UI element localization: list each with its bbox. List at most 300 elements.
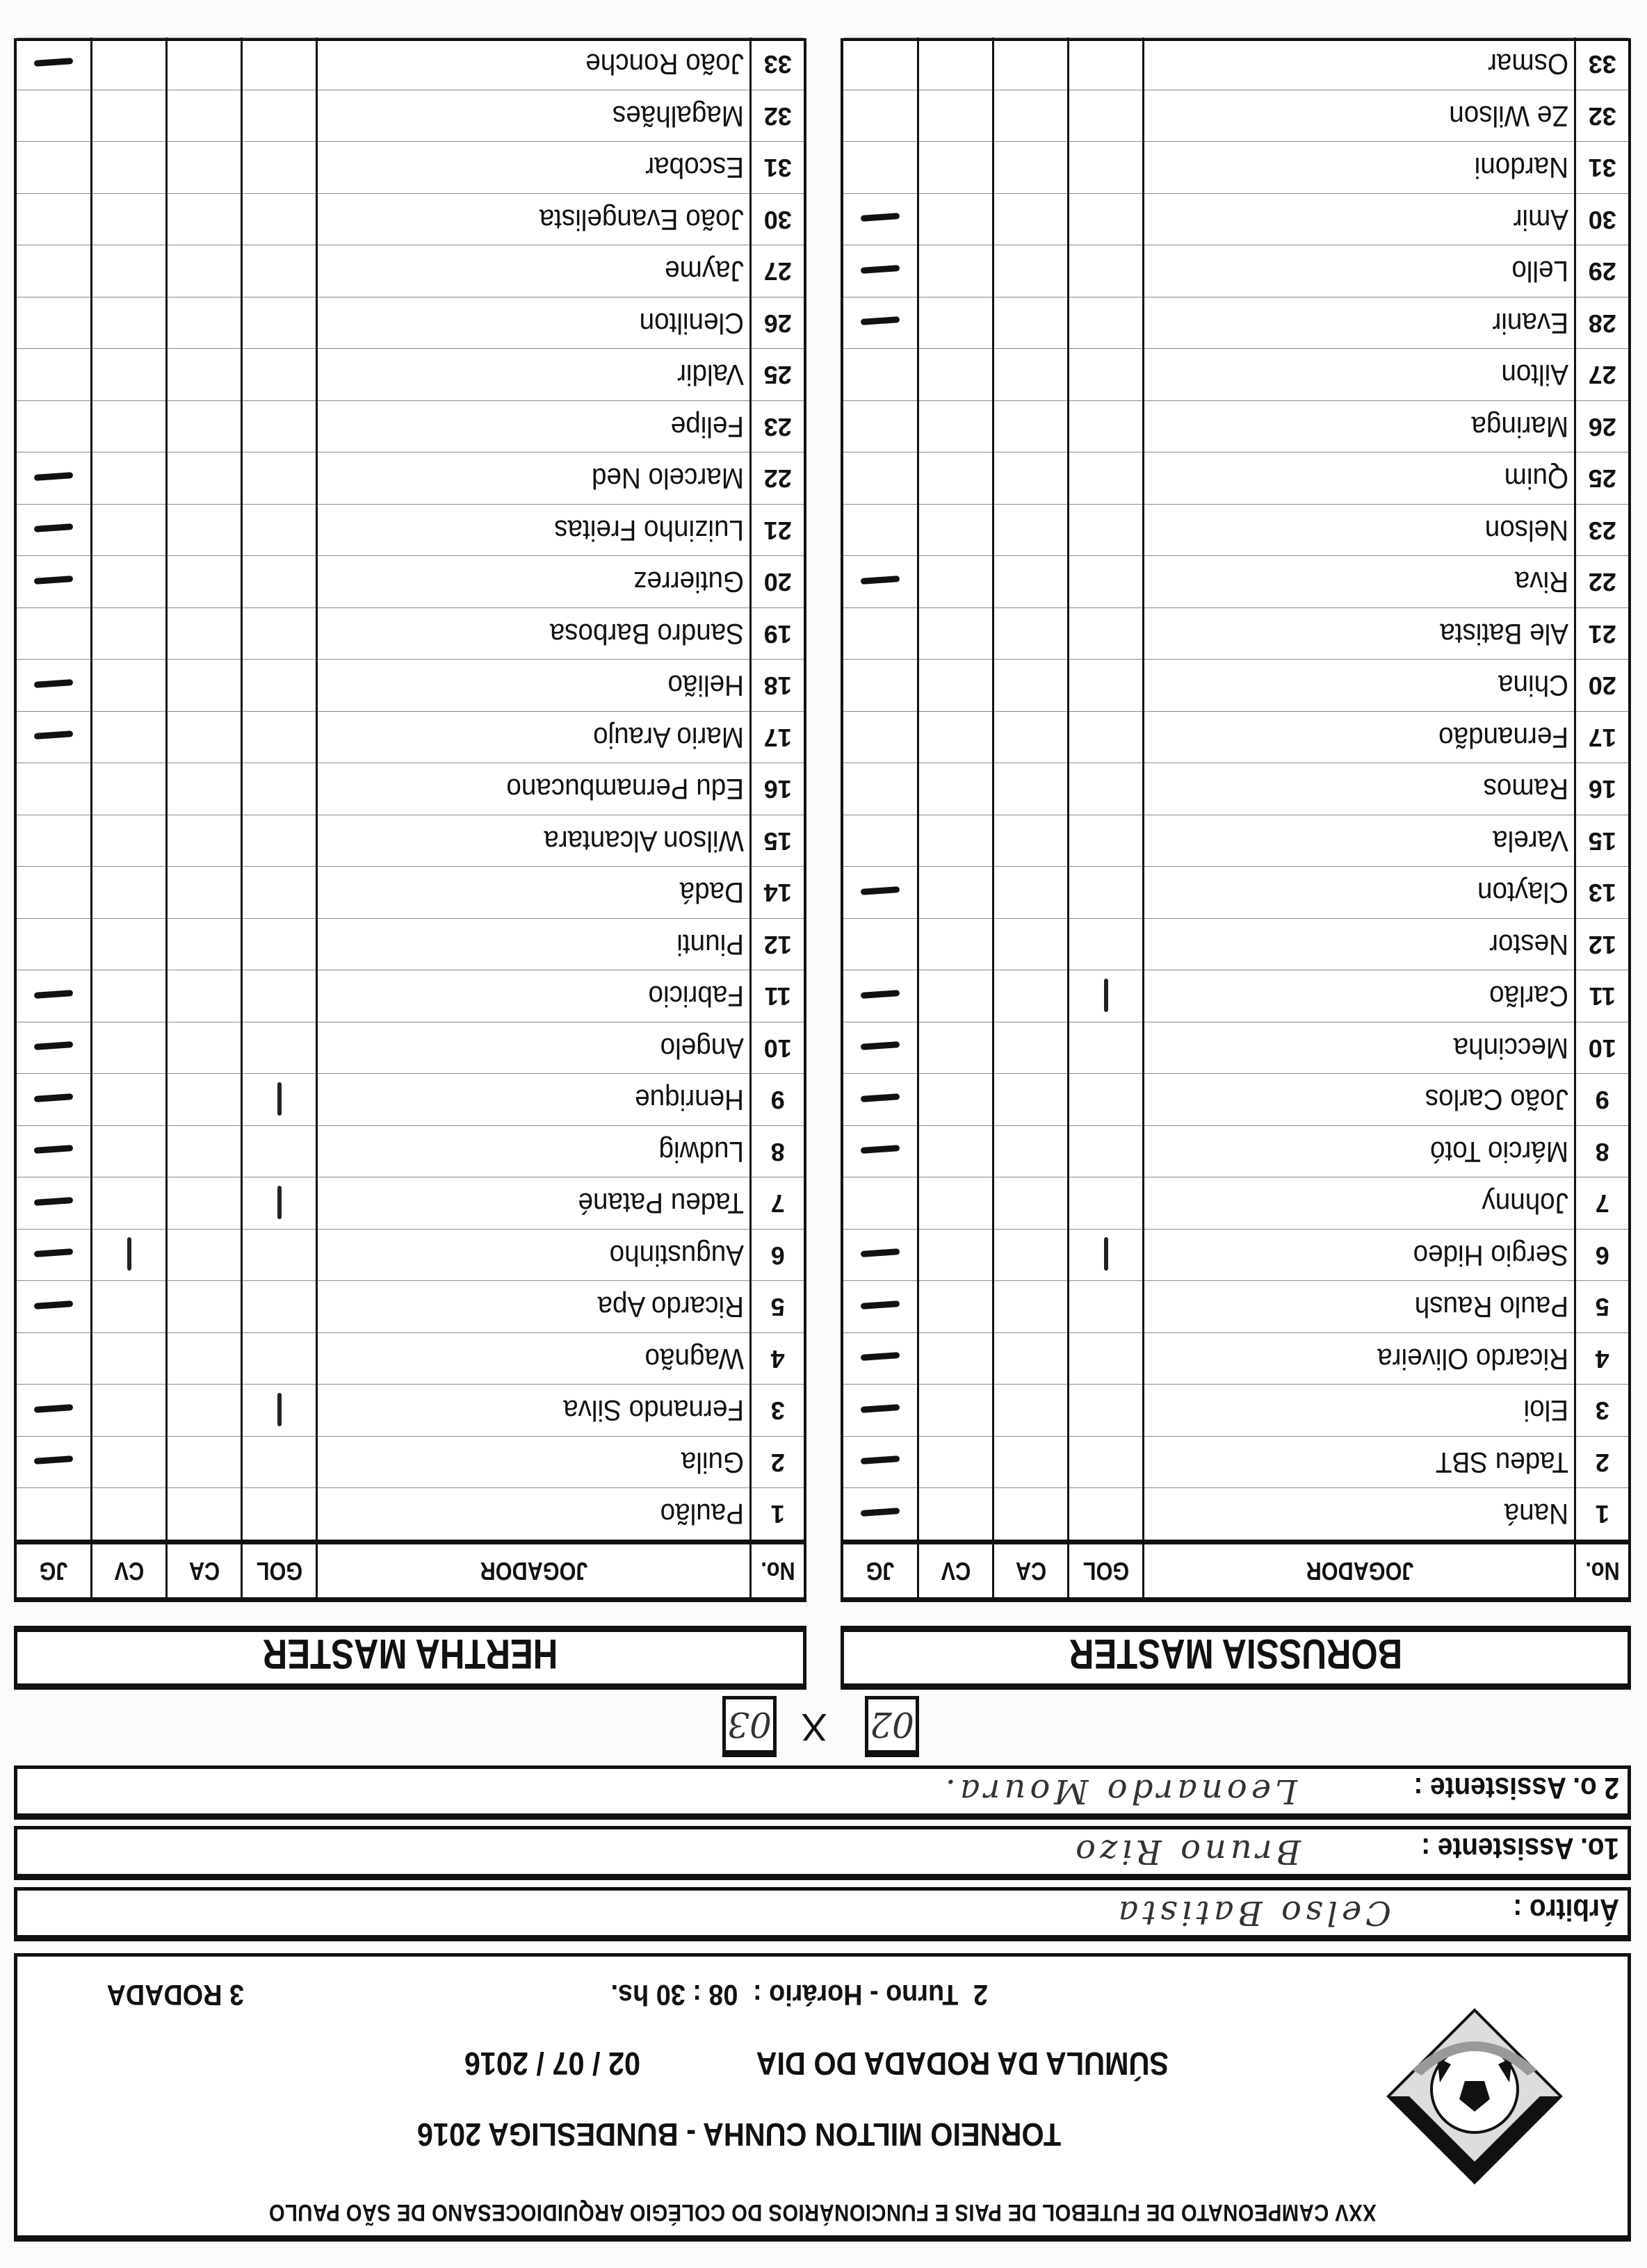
- cell-ca[interactable]: [167, 556, 242, 608]
- cell-gol[interactable]: [1069, 1437, 1144, 1489]
- cell-gol[interactable]: [242, 763, 317, 815]
- player-number: 15: [1575, 815, 1628, 867]
- player-row: [17, 142, 804, 194]
- cell-gol[interactable]: [242, 1074, 317, 1126]
- cell-ca[interactable]: [993, 919, 1069, 971]
- cell-ca[interactable]: [167, 90, 242, 142]
- cell-cv[interactable]: [918, 556, 993, 608]
- cell-gol[interactable]: [242, 194, 317, 246]
- player-name-cell: [317, 1126, 751, 1178]
- cell-cv[interactable]: [918, 38, 993, 90]
- player-name-cell: [1144, 556, 1575, 608]
- cell-cv[interactable]: [92, 349, 167, 401]
- cell-jg[interactable]: [17, 1437, 92, 1489]
- player-row: [843, 815, 1628, 867]
- player-name: Gutierrez: [633, 566, 745, 599]
- cell-gol[interactable]: [1069, 1488, 1144, 1542]
- cell-cv[interactable]: [918, 1488, 993, 1542]
- cell-jg[interactable]: [843, 867, 918, 919]
- cell-ca[interactable]: [167, 1488, 242, 1542]
- cell-gol[interactable]: [1069, 245, 1144, 297]
- cell-cv[interactable]: [92, 815, 167, 867]
- cell-ca[interactable]: [993, 349, 1069, 401]
- cell-gol[interactable]: [1069, 919, 1144, 971]
- cell-cv[interactable]: [92, 608, 167, 660]
- player-number: 27: [1575, 349, 1628, 401]
- cell-ca[interactable]: [993, 1230, 1069, 1282]
- cell-cv[interactable]: [92, 297, 167, 350]
- player-row: [17, 401, 804, 453]
- cell-ca[interactable]: [167, 660, 242, 712]
- column-header-label: JG: [866, 1557, 895, 1585]
- player-number: 15: [751, 815, 804, 867]
- player-row: [17, 556, 804, 608]
- cell-cv[interactable]: [918, 1385, 993, 1437]
- cell-jg[interactable]: [17, 712, 92, 764]
- cell-jg[interactable]: [17, 970, 92, 1022]
- cell-gol[interactable]: [242, 867, 317, 919]
- cell-ca[interactable]: [167, 401, 242, 453]
- cell-cv[interactable]: [918, 297, 993, 350]
- cell-jg[interactable]: [17, 142, 92, 194]
- home-team-name: BORUSSIA MASTER: [1069, 1631, 1403, 1677]
- cell-ca[interactable]: [993, 1333, 1069, 1385]
- cell-ca[interactable]: [993, 1022, 1069, 1075]
- cell-jg[interactable]: [17, 867, 92, 919]
- cell-cv[interactable]: [918, 712, 993, 764]
- player-row: [17, 38, 804, 90]
- cell-ca[interactable]: [993, 660, 1069, 712]
- cell-cv[interactable]: [918, 970, 993, 1022]
- cell-ca[interactable]: [167, 970, 242, 1022]
- cell-gol[interactable]: [1069, 1126, 1144, 1178]
- player-number: 8: [751, 1126, 804, 1178]
- player-name: Ze Wilson: [1449, 99, 1569, 133]
- cell-ca[interactable]: [167, 349, 242, 401]
- cell-jg[interactable]: [17, 1074, 92, 1126]
- cell-cv[interactable]: [92, 1126, 167, 1178]
- cell-jg[interactable]: [17, 505, 92, 557]
- cell-gol[interactable]: [242, 401, 317, 453]
- cell-gol[interactable]: [1069, 401, 1144, 453]
- cell-gol[interactable]: [242, 1177, 317, 1230]
- cell-cv[interactable]: [918, 867, 993, 919]
- cell-jg[interactable]: [17, 38, 92, 90]
- cell-cv[interactable]: [918, 194, 993, 246]
- played-mark: [34, 1041, 73, 1050]
- cell-cv[interactable]: [92, 1230, 167, 1282]
- cell-cv[interactable]: [918, 142, 993, 194]
- cell-ca[interactable]: [993, 608, 1069, 660]
- assistant2-field[interactable]: [14, 1765, 1631, 1820]
- tally-mark: [127, 1237, 131, 1271]
- player-name-cell: [1144, 90, 1575, 142]
- cell-jg[interactable]: [843, 297, 918, 350]
- cell-ca[interactable]: [167, 867, 242, 919]
- cell-jg[interactable]: [17, 1177, 92, 1230]
- cell-cv[interactable]: [918, 1177, 993, 1230]
- cell-ca[interactable]: [167, 1022, 242, 1075]
- cell-jg[interactable]: [843, 1281, 918, 1333]
- player-name-cell: [317, 712, 751, 764]
- assistant1-value: Bruno Rizo: [1071, 1832, 1301, 1871]
- cell-jg[interactable]: [843, 505, 918, 557]
- cell-ca[interactable]: [993, 1437, 1069, 1489]
- cell-gol[interactable]: [242, 1333, 317, 1385]
- cell-ca[interactable]: [167, 1126, 242, 1178]
- cell-gol[interactable]: [242, 1385, 317, 1437]
- cell-cv[interactable]: [92, 245, 167, 297]
- cell-cv[interactable]: [92, 1437, 167, 1489]
- cell-jg[interactable]: [843, 90, 918, 142]
- player-number: 26: [1575, 401, 1628, 453]
- cell-cv[interactable]: [918, 608, 993, 660]
- cell-ca[interactable]: [993, 815, 1069, 867]
- cell-jg[interactable]: [17, 556, 92, 608]
- cell-gol[interactable]: [242, 815, 317, 867]
- cell-jg[interactable]: [843, 608, 918, 660]
- player-name: Angelo: [660, 1031, 745, 1065]
- home-roster-table: [841, 38, 1631, 1602]
- cell-gol[interactable]: [1069, 608, 1144, 660]
- cell-ca[interactable]: [167, 712, 242, 764]
- player-name: Ricardo Oliveira: [1377, 1342, 1569, 1376]
- cell-ca[interactable]: [993, 1074, 1069, 1126]
- cell-jg[interactable]: [17, 1385, 92, 1437]
- cell-cv[interactable]: [92, 142, 167, 194]
- player-number: 16: [1575, 763, 1628, 815]
- cell-gol[interactable]: [242, 660, 317, 712]
- cell-jg[interactable]: [17, 660, 92, 712]
- cell-gol[interactable]: [242, 712, 317, 764]
- cell-ca[interactable]: [167, 815, 242, 867]
- cell-ca[interactable]: [993, 763, 1069, 815]
- cell-gol[interactable]: [1069, 349, 1144, 401]
- cell-gol[interactable]: [242, 38, 317, 90]
- cell-jg[interactable]: [843, 660, 918, 712]
- cell-cv[interactable]: [918, 763, 993, 815]
- cell-jg[interactable]: [17, 297, 92, 350]
- player-name: China: [1498, 669, 1569, 703]
- cell-ca[interactable]: [993, 556, 1069, 608]
- cell-ca[interactable]: [993, 1126, 1069, 1178]
- cell-ca[interactable]: [167, 505, 242, 557]
- played-mark: [861, 265, 900, 274]
- played-mark: [861, 1300, 900, 1310]
- cell-gol[interactable]: [242, 505, 317, 557]
- cell-jg[interactable]: [843, 194, 918, 246]
- player-number: 3: [1575, 1385, 1628, 1437]
- cell-cv[interactable]: [918, 1022, 993, 1075]
- cell-ca[interactable]: [993, 1385, 1069, 1437]
- cell-jg[interactable]: [843, 763, 918, 815]
- cell-jg[interactable]: [843, 142, 918, 194]
- cell-gol[interactable]: [1069, 1022, 1144, 1075]
- cell-ca[interactable]: [167, 38, 242, 90]
- player-name: Varela: [1493, 824, 1569, 858]
- cell-ca[interactable]: [993, 867, 1069, 919]
- player-name: Sergio Hideo: [1413, 1239, 1569, 1272]
- cell-cv[interactable]: [92, 556, 167, 608]
- home-score-box[interactable]: 02: [865, 1696, 919, 1757]
- cell-cv[interactable]: [918, 660, 993, 712]
- cell-ca[interactable]: [993, 245, 1069, 297]
- cell-jg[interactable]: [843, 452, 918, 505]
- cell-cv[interactable]: [92, 1022, 167, 1075]
- cell-gol[interactable]: [1069, 970, 1144, 1022]
- cell-gol[interactable]: [242, 970, 317, 1022]
- player-row: [843, 1177, 1628, 1230]
- cell-gol[interactable]: [1069, 815, 1144, 867]
- player-number: 2: [1575, 1437, 1628, 1489]
- cell-cv[interactable]: [918, 919, 993, 971]
- cell-jg[interactable]: [843, 1177, 918, 1230]
- cell-gol[interactable]: [1069, 556, 1144, 608]
- played-mark: [34, 1300, 73, 1310]
- cell-cv[interactable]: [918, 815, 993, 867]
- played-mark: [34, 679, 73, 688]
- cell-cv[interactable]: [92, 505, 167, 557]
- column-header-label: CA: [1015, 1557, 1047, 1585]
- cell-cv[interactable]: [92, 38, 167, 90]
- cell-gol[interactable]: [242, 90, 317, 142]
- player-name-cell: [317, 1437, 751, 1489]
- cell-gol[interactable]: [1069, 194, 1144, 246]
- cell-gol[interactable]: [242, 556, 317, 608]
- cell-jg[interactable]: [843, 245, 918, 297]
- cell-jg[interactable]: [843, 1126, 918, 1178]
- cell-ca[interactable]: [167, 608, 242, 660]
- cell-cv[interactable]: [918, 349, 993, 401]
- cell-gol[interactable]: [242, 452, 317, 505]
- cell-gol[interactable]: [1069, 38, 1144, 90]
- player-name-cell: [317, 815, 751, 867]
- player-name: Fernando Silva: [563, 1394, 745, 1428]
- cell-jg[interactable]: [843, 1074, 918, 1126]
- cell-ca[interactable]: [993, 1488, 1069, 1542]
- referee-field[interactable]: [14, 1887, 1631, 1941]
- player-number: 11: [751, 970, 804, 1022]
- cell-cv[interactable]: [918, 401, 993, 453]
- cell-ca[interactable]: [167, 1281, 242, 1333]
- cell-jg[interactable]: [843, 1230, 918, 1282]
- cell-ca[interactable]: [167, 1177, 242, 1230]
- cell-jg[interactable]: [843, 919, 918, 971]
- cell-ca[interactable]: [167, 763, 242, 815]
- player-row: [843, 1281, 1628, 1333]
- cell-jg[interactable]: [843, 815, 918, 867]
- cell-gol[interactable]: [242, 1281, 317, 1333]
- cell-ca[interactable]: [167, 142, 242, 194]
- cell-gol[interactable]: [242, 1230, 317, 1282]
- cell-jg[interactable]: [17, 1488, 92, 1542]
- cell-ca[interactable]: [167, 194, 242, 246]
- cell-jg[interactable]: [17, 245, 92, 297]
- cell-cv[interactable]: [92, 1074, 167, 1126]
- cell-gol[interactable]: [242, 245, 317, 297]
- cell-ca[interactable]: [993, 452, 1069, 505]
- cell-jg[interactable]: [17, 919, 92, 971]
- cell-cv[interactable]: [92, 919, 167, 971]
- player-name-cell: [1144, 867, 1575, 919]
- cell-jg[interactable]: [843, 401, 918, 453]
- cell-jg[interactable]: [17, 452, 92, 505]
- cell-jg[interactable]: [17, 194, 92, 246]
- cell-ca[interactable]: [167, 1385, 242, 1437]
- player-number: 22: [1575, 556, 1628, 608]
- championship-title: XXV CAMPEONATO DE FUTEBOL DE PAIS E FUNCIONÁRIOS DO COLÉGIO ARQUIDIOCESANO DE SÃO PAULO: [268, 2199, 1377, 2226]
- cell-gol[interactable]: [242, 349, 317, 401]
- cell-gol[interactable]: [1069, 452, 1144, 505]
- cell-jg[interactable]: [17, 401, 92, 453]
- cell-gol[interactable]: [1069, 505, 1144, 557]
- cell-ca[interactable]: [167, 297, 242, 350]
- cell-ca[interactable]: [167, 1437, 242, 1489]
- player-row: [17, 452, 804, 505]
- cell-cv[interactable]: [92, 970, 167, 1022]
- player-name: Tadeu SBT: [1436, 1446, 1569, 1479]
- cell-ca[interactable]: [993, 1281, 1069, 1333]
- cell-cv[interactable]: [918, 1126, 993, 1178]
- cell-cv[interactable]: [92, 1488, 167, 1542]
- player-number: 17: [1575, 712, 1628, 764]
- cell-gol[interactable]: [1069, 1333, 1144, 1385]
- cell-gol[interactable]: [242, 1437, 317, 1489]
- cell-ca[interactable]: [993, 194, 1069, 246]
- cell-cv[interactable]: [92, 1281, 167, 1333]
- cell-ca[interactable]: [993, 401, 1069, 453]
- player-row: [17, 1074, 804, 1126]
- cell-cv[interactable]: [92, 712, 167, 764]
- cell-jg[interactable]: [843, 1022, 918, 1075]
- played-mark: [861, 1455, 900, 1465]
- assistant1-field[interactable]: [14, 1826, 1631, 1880]
- cell-ca[interactable]: [167, 452, 242, 505]
- cell-cv[interactable]: [92, 763, 167, 815]
- cell-jg[interactable]: [17, 349, 92, 401]
- player-number: 32: [751, 90, 804, 142]
- cell-jg[interactable]: [17, 1333, 92, 1385]
- cell-cv[interactable]: [92, 1333, 167, 1385]
- cell-gol[interactable]: [1069, 1385, 1144, 1437]
- cell-gol[interactable]: [1069, 1230, 1144, 1282]
- column-header-label: No.: [761, 1557, 795, 1585]
- column-header-cv: [92, 1542, 167, 1598]
- cell-ca[interactable]: [993, 712, 1069, 764]
- cell-jg[interactable]: [843, 712, 918, 764]
- cell-cv[interactable]: [92, 1385, 167, 1437]
- cell-gol[interactable]: [1069, 712, 1144, 764]
- cell-gol[interactable]: [1069, 142, 1144, 194]
- cell-ca[interactable]: [167, 245, 242, 297]
- cell-cv[interactable]: [918, 1230, 993, 1282]
- cell-jg[interactable]: [843, 1385, 918, 1437]
- roster-header-row: [17, 1542, 804, 1598]
- cell-jg[interactable]: [17, 90, 92, 142]
- cell-gol[interactable]: [242, 1022, 317, 1075]
- player-name: Marcelo Ned: [592, 462, 745, 496]
- cell-jg[interactable]: [17, 1230, 92, 1282]
- cell-cv[interactable]: [92, 660, 167, 712]
- cell-cv[interactable]: [92, 1177, 167, 1230]
- cell-cv[interactable]: [92, 452, 167, 505]
- away-team-name: HERTHA MASTER: [262, 1631, 558, 1677]
- cell-cv[interactable]: [918, 245, 993, 297]
- cell-gol[interactable]: [1069, 1281, 1144, 1333]
- cell-gol[interactable]: [1069, 297, 1144, 350]
- cell-cv[interactable]: [918, 505, 993, 557]
- player-number: 30: [1575, 194, 1628, 246]
- cell-jg[interactable]: [17, 608, 92, 660]
- cell-cv[interactable]: [92, 867, 167, 919]
- cell-cv[interactable]: [918, 1333, 993, 1385]
- cell-ca[interactable]: [993, 1177, 1069, 1230]
- cell-gol[interactable]: [242, 1126, 317, 1178]
- cell-jg[interactable]: [17, 763, 92, 815]
- cell-gol[interactable]: [1069, 90, 1144, 142]
- cell-cv[interactable]: [92, 90, 167, 142]
- cell-jg[interactable]: [843, 556, 918, 608]
- cell-ca[interactable]: [993, 505, 1069, 557]
- cell-gol[interactable]: [242, 608, 317, 660]
- player-name-cell: [1144, 245, 1575, 297]
- cell-jg[interactable]: [17, 1022, 92, 1075]
- cell-gol[interactable]: [242, 142, 317, 194]
- cell-gol[interactable]: [1069, 1074, 1144, 1126]
- cell-cv[interactable]: [918, 1281, 993, 1333]
- cell-gol[interactable]: [242, 919, 317, 971]
- cell-ca[interactable]: [993, 90, 1069, 142]
- cell-ca[interactable]: [993, 970, 1069, 1022]
- cell-cv[interactable]: [92, 194, 167, 246]
- cell-jg[interactable]: [843, 1333, 918, 1385]
- cell-ca[interactable]: [167, 919, 242, 971]
- cell-ca[interactable]: [167, 1074, 242, 1126]
- cell-cv[interactable]: [918, 90, 993, 142]
- column-header-label: No.: [1585, 1557, 1620, 1585]
- cell-jg[interactable]: [843, 1437, 918, 1489]
- cell-cv[interactable]: [918, 1437, 993, 1489]
- tally-mark: [1104, 979, 1108, 1012]
- cell-ca[interactable]: [167, 1230, 242, 1282]
- away-score-box[interactable]: 03: [722, 1696, 777, 1757]
- cell-ca[interactable]: [167, 1333, 242, 1385]
- cell-jg[interactable]: [843, 1488, 918, 1542]
- player-name-cell: [1144, 1177, 1575, 1230]
- cell-jg[interactable]: [843, 970, 918, 1022]
- cell-gol[interactable]: [242, 1488, 317, 1542]
- cell-gol[interactable]: [1069, 660, 1144, 712]
- played-mark: [34, 523, 73, 532]
- assistant1-label: 1o. Assistente :: [1421, 1831, 1619, 1866]
- cell-jg[interactable]: [843, 349, 918, 401]
- cell-cv[interactable]: [918, 452, 993, 505]
- cell-gol[interactable]: [242, 297, 317, 350]
- cell-gol[interactable]: [1069, 763, 1144, 815]
- cell-gol[interactable]: [1069, 1177, 1144, 1230]
- cell-jg[interactable]: [17, 1281, 92, 1333]
- cell-cv[interactable]: [92, 401, 167, 453]
- cell-cv[interactable]: [918, 1074, 993, 1126]
- tally-mark: [277, 1393, 282, 1426]
- cell-gol[interactable]: [1069, 867, 1144, 919]
- cell-jg[interactable]: [17, 1126, 92, 1178]
- cell-jg[interactable]: [843, 38, 918, 90]
- cell-ca[interactable]: [993, 38, 1069, 90]
- cell-ca[interactable]: [993, 142, 1069, 194]
- cell-ca[interactable]: [993, 297, 1069, 350]
- cell-jg[interactable]: [17, 815, 92, 867]
